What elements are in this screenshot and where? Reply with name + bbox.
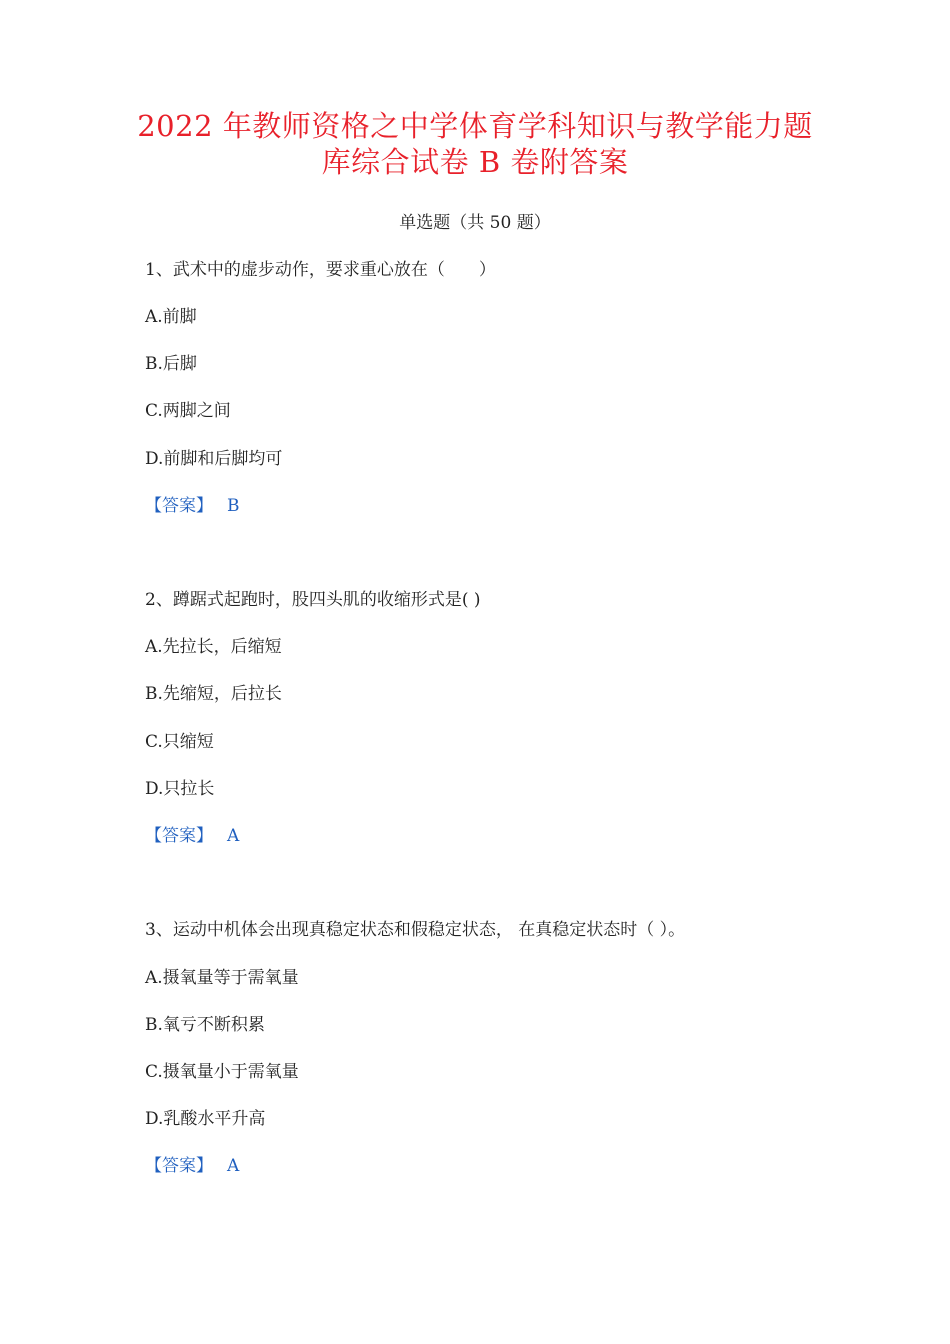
document-title-line-2: 库综合试卷 B 卷附答案 (321, 145, 629, 179)
answer-label: 【答案】 (145, 1156, 213, 1176)
question-3-option-d: D.乳酸水平升高 (145, 1109, 266, 1129)
answer-value: A (227, 826, 240, 846)
question-1-option-c: C.两脚之间 (145, 401, 231, 421)
question-1-option-d: D.前脚和后脚均可 (145, 449, 283, 469)
question-2-option-d: D.只拉长 (145, 779, 215, 799)
question-3-answer (145, 1153, 239, 1179)
question-2-option-b: B.先缩短，后拉长 (145, 684, 282, 704)
question-3-stem: 3、运动中机体会出现真稳定状态和假稳定状态， 在真稳定状态时（ ）。 (145, 920, 686, 940)
answer-value: B (227, 496, 240, 516)
question-3-option-c: C.摄氧量小于需氧量 (145, 1062, 299, 1082)
question-2-stem: 2、蹲踞式起跑时，股四头肌的收缩形式是( ) (145, 590, 481, 610)
answer-value: A (227, 1156, 240, 1176)
question-1-option-a: A.前脚 (145, 307, 197, 327)
section-heading: 单选题（共 50 题） (399, 213, 551, 233)
question-2-answer (145, 823, 239, 849)
document-title-line-1: 2022 年教师资格之中学体育学科知识与教学能力题 (137, 109, 813, 143)
question-1-option-b: B.后脚 (145, 354, 197, 374)
question-1-stem: 1、武术中的虚步动作，要求重心放在（ ） (145, 260, 496, 280)
question-3-option-b: B.氧亏不断积累 (145, 1015, 265, 1035)
answer-label: 【答案】 (145, 826, 213, 846)
question-1-answer (145, 493, 240, 519)
question-3-option-a: A.摄氧量等于需氧量 (145, 968, 299, 988)
question-2-option-a: A.先拉长，后缩短 (145, 637, 282, 657)
question-2-option-c: C.只缩短 (145, 732, 214, 752)
answer-label: 【答案】 (145, 496, 213, 516)
